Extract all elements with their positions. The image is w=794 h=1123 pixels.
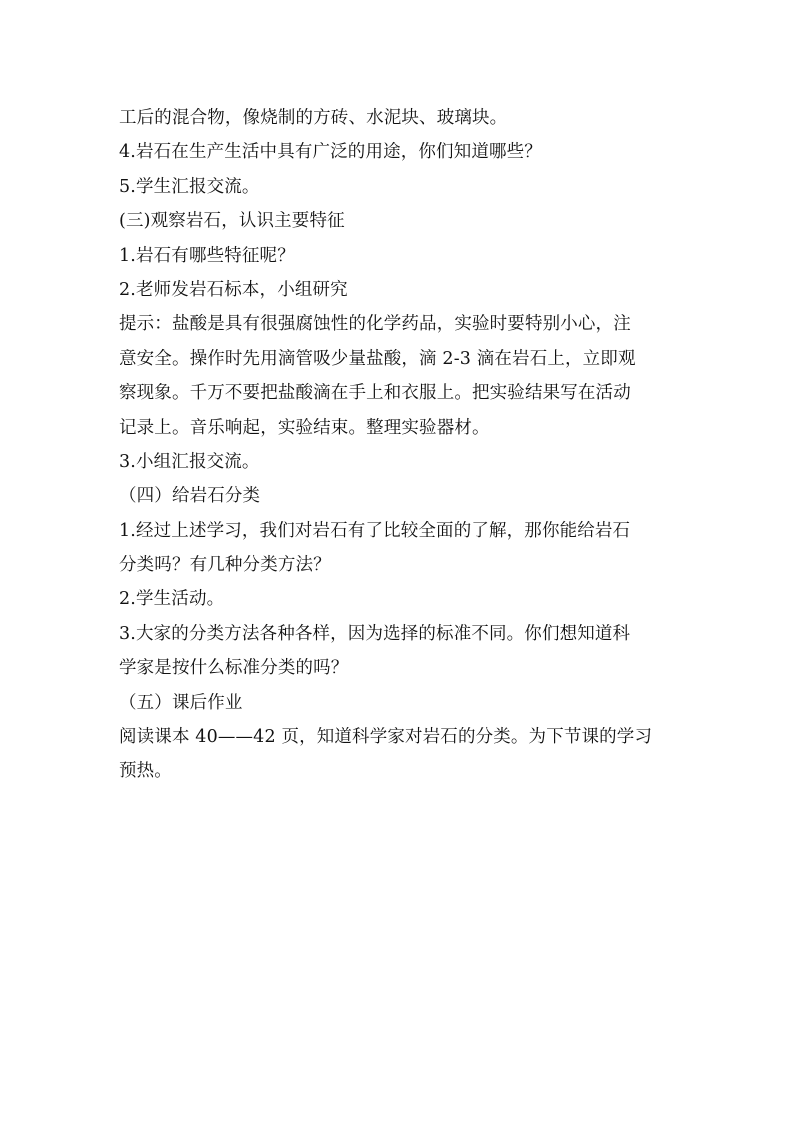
text-line: 学家是按什么标准分类的吗？ <box>119 658 349 679</box>
text-line: 2.老师发岩石标本，小组研究 <box>119 279 348 300</box>
section-heading: （五）课后作业 <box>119 692 243 713</box>
text-line: 3.大家的分类方法各种各样，因为选择的标准不同。你们想知道科 <box>119 623 631 644</box>
text-line: 1.岩石有哪些特征呢？ <box>119 245 295 266</box>
document-body <box>119 101 679 789</box>
text-line: 预热。 <box>119 761 172 782</box>
text-line: 提示：盐酸是具有很强腐蚀性的化学药品，实验时要特别小心，注 <box>119 314 631 335</box>
text-line: 工后的混合物，像烧制的方砖、水泥块、玻璃块。 <box>119 108 508 128</box>
text-line: 1.经过上述学习，我们对岩石有了比较全面的了解，那你能给岩石 <box>119 520 631 541</box>
text-line: 意安全。操作时先用滴管吸少量盐酸，滴 2-3 滴在岩石上，立即观 <box>119 348 636 369</box>
text-line: 分类吗？有几种分类方法？ <box>119 555 331 576</box>
text-line: 4.岩石在生产生活中具有广泛的用途，你们知道哪些？ <box>119 142 542 163</box>
text-line: 阅读课本 40——42 页，知道科学家对岩石的分类。为下节课的学习 <box>119 727 653 748</box>
text-line: 2.学生活动。 <box>119 589 225 610</box>
text-line: 记录上。音乐响起，实验结束。整理实验器材。 <box>119 417 490 438</box>
section-heading: （四）给岩石分类 <box>119 486 261 507</box>
text-line: 3.小组汇报交流。 <box>119 451 260 472</box>
section-heading: (三)观察岩石，认识主要特征 <box>119 211 345 232</box>
text-line: 5.学生汇报交流。 <box>119 176 260 197</box>
text-line: 察现象。千万不要把盐酸滴在手上和衣服上。把实验结果写在活动 <box>119 383 631 404</box>
